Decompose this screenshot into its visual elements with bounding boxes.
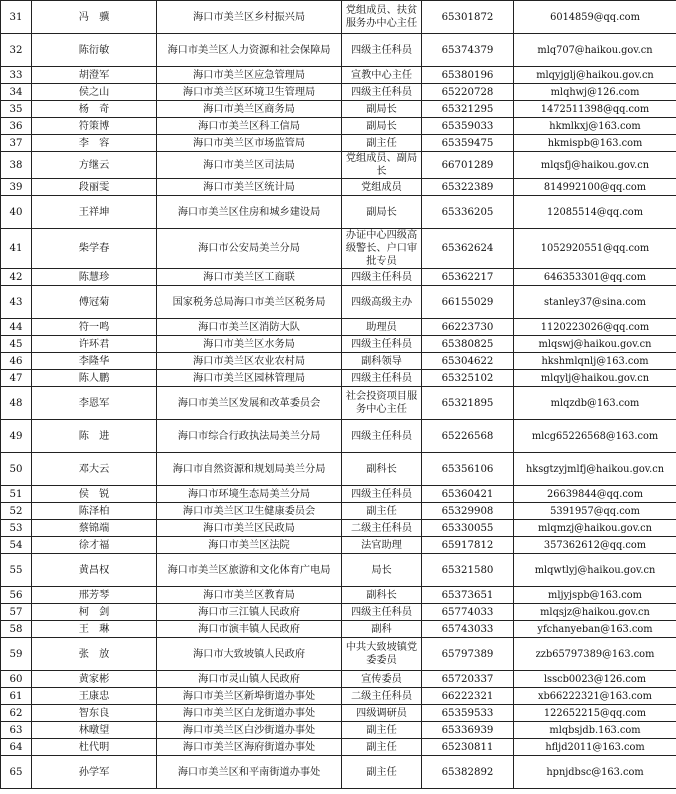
name-cell: 智东良 [32,705,157,722]
email-cell: 5391957@qq.com [514,503,676,520]
email-cell: 646353301@qq.com [514,269,676,286]
name-cell: 方继云 [32,152,157,179]
phone-cell: 65329908 [422,503,514,520]
job-title-cell: 副主任 [342,722,422,739]
table-row [1,84,676,101]
name-cell: 陈人鹏 [32,370,157,387]
phone-cell: 65321295 [422,101,514,118]
email-cell: mlq707@haikou.gov.cn [514,34,676,67]
job-title-cell: 宣传委员 [342,671,422,688]
job-title-cell: 副局长 [342,101,422,118]
table-row [1,756,676,789]
phone-cell: 65230811 [422,739,514,756]
phone-cell: 65356106 [422,453,514,486]
row-number-cell: 42 [1,269,32,286]
table-row [1,453,676,486]
table-row [1,179,676,196]
job-title-cell: 副科领导 [342,353,422,370]
job-title-cell: 二级主任科员 [342,688,422,705]
phone-cell: 65330055 [422,520,514,537]
name-cell: 黄昌权 [32,554,157,587]
unit-cell: 海口市美兰区水务局 [157,336,342,353]
job-title-cell: 党组成员、副局长 [342,152,422,179]
row-number-cell: 63 [1,722,32,739]
job-title-cell: 中共大致坡镇党委委员 [342,638,422,671]
job-title-cell: 社会投资项目服务中心主任 [342,387,422,420]
job-title-cell: 四级主任科员 [342,336,422,353]
name-cell: 黄家彬 [32,671,157,688]
unit-cell: 海口市美兰区人力资源和社会保障局 [157,34,342,67]
unit-cell: 海口市美兰区发展和改革委员会 [157,387,342,420]
row-number-cell: 64 [1,739,32,756]
email-cell: mlqsjz@haikou.gov.cn [514,604,676,621]
table-row [1,621,676,638]
table-row [1,537,676,554]
row-number-cell: 55 [1,554,32,587]
email-cell: yfchanyeban@163.com [514,621,676,638]
name-cell: 符一鸣 [32,319,157,336]
table-row [1,370,676,387]
phone-cell: 65382892 [422,756,514,789]
job-title-cell: 副主任 [342,503,422,520]
table-row [1,722,676,739]
table-row [1,101,676,118]
unit-cell: 海口市美兰区民政局 [157,520,342,537]
unit-cell: 海口市美兰区卫生健康委员会 [157,503,342,520]
name-cell: 张 放 [32,638,157,671]
phone-cell: 65359475 [422,135,514,152]
row-number-cell: 46 [1,353,32,370]
job-title-cell: 四级主任科员 [342,370,422,387]
row-number-cell: 37 [1,135,32,152]
email-cell: mlqhwj@126.com [514,84,676,101]
table-row [1,638,676,671]
unit-cell: 海口市美兰区统计局 [157,179,342,196]
job-title-cell: 二级主任科员 [342,520,422,537]
phone-cell: 65304622 [422,353,514,370]
unit-cell: 海口市美兰区住房和城乡建设局 [157,196,342,229]
phone-cell: 65220728 [422,84,514,101]
table-row [1,135,676,152]
unit-cell: 国家税务总局海口市美兰区税务局 [157,286,342,319]
table-row [1,269,676,286]
name-cell: 傅冠菊 [32,286,157,319]
unit-cell: 海口市美兰区环境卫生管理局 [157,84,342,101]
row-number-cell: 45 [1,336,32,353]
job-title-cell: 四级主任科员 [342,420,422,453]
table-row [1,503,676,520]
job-title-cell: 四级调研员 [342,705,422,722]
phone-cell: 65301872 [422,1,514,34]
phone-cell: 65362217 [422,269,514,286]
table-row [1,587,676,604]
job-title-cell: 四级主任科员 [342,604,422,621]
phone-cell: 65917812 [422,537,514,554]
email-cell: hkmlkxj@163.com [514,118,676,135]
row-number-cell: 40 [1,196,32,229]
job-title-cell: 四级主任科员 [342,84,422,101]
phone-cell: 65336205 [422,196,514,229]
name-cell: 陈 进 [32,420,157,453]
row-number-cell: 50 [1,453,32,486]
row-number-cell: 44 [1,319,32,336]
unit-cell: 海口市公安局美兰分局 [157,229,342,269]
name-cell: 柴学春 [32,229,157,269]
unit-cell: 海口市美兰区白龙街道办事处 [157,705,342,722]
phone-cell: 66701289 [422,152,514,179]
row-number-cell: 41 [1,229,32,269]
unit-cell: 海口市美兰区司法局 [157,152,342,179]
name-cell: 王祥坤 [32,196,157,229]
table-row [1,196,676,229]
name-cell: 蔡锦端 [32,520,157,537]
email-cell: xb66222321@163.com [514,688,676,705]
email-cell: mlqbsjdb.163.com [514,722,676,739]
name-cell: 陈衍敏 [32,34,157,67]
email-cell: 6014859@qq.com [514,1,676,34]
unit-cell: 海口市灵山镇人民政府 [157,671,342,688]
row-number-cell: 33 [1,67,32,84]
phone-cell: 65374379 [422,34,514,67]
row-number-cell: 57 [1,604,32,621]
name-cell: 杨 奇 [32,101,157,118]
name-cell: 胡澄军 [32,67,157,84]
email-cell: 1472511398@qq.com [514,101,676,118]
name-cell: 柯 剑 [32,604,157,621]
row-number-cell: 62 [1,705,32,722]
phone-cell: 65373651 [422,587,514,604]
table-row [1,520,676,537]
job-title-cell: 四级高级主办 [342,286,422,319]
name-cell: 陈慧珍 [32,269,157,286]
name-cell: 王 琳 [32,621,157,638]
table-row [1,705,676,722]
unit-cell: 海口市美兰区法院 [157,537,342,554]
row-number-cell: 43 [1,286,32,319]
job-title-cell: 副主任 [342,135,422,152]
phone-cell: 65321580 [422,554,514,587]
row-number-cell: 52 [1,503,32,520]
unit-cell: 海口市综合行政执法局美兰分局 [157,420,342,453]
job-title-cell: 副局长 [342,118,422,135]
name-cell: 孙学军 [32,756,157,789]
email-cell: 12085514@qq.com [514,196,676,229]
table-row [1,229,676,269]
name-cell: 符策博 [32,118,157,135]
job-title-cell: 副主任 [342,756,422,789]
phone-cell: 66222321 [422,688,514,705]
name-cell: 李隆华 [32,353,157,370]
row-number-cell: 60 [1,671,32,688]
email-cell: mlqylj@haikou.gov.cn [514,370,676,387]
row-number-cell: 61 [1,688,32,705]
name-cell: 王康忠 [32,688,157,705]
table-row [1,336,676,353]
name-cell: 林暾望 [32,722,157,739]
unit-cell: 海口市美兰区工商联 [157,269,342,286]
name-cell: 邢芳琴 [32,587,157,604]
row-number-cell: 49 [1,420,32,453]
name-cell: 冯 骥 [32,1,157,34]
email-cell: mlqzdb@163.com [514,387,676,420]
unit-cell: 海口市三江镇人民政府 [157,604,342,621]
job-title-cell: 四级主任科员 [342,486,422,503]
job-title-cell: 四级主任科员 [342,269,422,286]
row-number-cell: 54 [1,537,32,554]
unit-cell: 海口市美兰区乡村振兴局 [157,1,342,34]
job-title-cell: 副科 [342,621,422,638]
email-cell: hkmispb@163.com [514,135,676,152]
email-cell: 814992100@qq.com [514,179,676,196]
table-row [1,118,676,135]
job-title-cell: 党组成员 [342,179,422,196]
job-title-cell: 副局长 [342,196,422,229]
unit-cell: 海口市环境生态局美兰分局 [157,486,342,503]
table-row [1,387,676,420]
row-number-cell: 56 [1,587,32,604]
phone-cell: 65336939 [422,722,514,739]
table-row [1,739,676,756]
row-number-cell: 53 [1,520,32,537]
job-title-cell: 副主任 [342,739,422,756]
phone-cell: 65797389 [422,638,514,671]
name-cell: 侯 锐 [32,486,157,503]
email-cell: mljyjspb@163.com [514,587,676,604]
email-cell: 1052920551@qq.com [514,229,676,269]
email-cell: 26639844@qq.com [514,486,676,503]
unit-cell: 海口市美兰区商务局 [157,101,342,118]
row-number-cell: 32 [1,34,32,67]
phone-cell: 65774033 [422,604,514,621]
contact-table-body [1,1,676,789]
row-number-cell: 35 [1,101,32,118]
phone-cell: 65360421 [422,486,514,503]
row-number-cell: 39 [1,179,32,196]
table-row [1,671,676,688]
unit-cell: 海口市美兰区教育局 [157,587,342,604]
phone-cell: 65226568 [422,420,514,453]
email-cell: mlqsfj@haikou.gov.cn [514,152,676,179]
name-cell: 段丽雯 [32,179,157,196]
unit-cell: 海口市演丰镇人民政府 [157,621,342,638]
table-row [1,486,676,503]
unit-cell: 海口市美兰区园林管理局 [157,370,342,387]
email-cell: lsscb0023@126.com [514,671,676,688]
unit-cell: 海口市美兰区应急管理局 [157,67,342,84]
unit-cell: 海口市美兰区和平南街道办事处 [157,756,342,789]
table-row [1,34,676,67]
job-title-cell: 四级主任科员 [342,34,422,67]
name-cell: 陈泽柏 [32,503,157,520]
email-cell: stanley37@sina.com [514,286,676,319]
phone-cell: 65720337 [422,671,514,688]
email-cell: hpnjdbsc@163.com [514,756,676,789]
email-cell: hfljd2011@163.com [514,739,676,756]
name-cell: 徐才福 [32,537,157,554]
unit-cell: 海口市美兰区新埠街道办事处 [157,688,342,705]
job-title-cell: 法官助理 [342,537,422,554]
table-row [1,67,676,84]
table-row [1,688,676,705]
phone-cell: 65322389 [422,179,514,196]
email-cell: mlqyjglj@haikou.gov.cn [514,67,676,84]
table-row [1,353,676,370]
phone-cell: 65380825 [422,336,514,353]
phone-cell: 65325102 [422,370,514,387]
email-cell: mlcg65226568@163.com [514,420,676,453]
table-row [1,604,676,621]
phone-cell: 65743033 [422,621,514,638]
job-title-cell: 办证中心四级高级警长、户口审批专员 [342,229,422,269]
email-cell: hksgtzyjmlfj@haikou.gov.cn [514,453,676,486]
job-title-cell: 党组成员、扶贫服务办中心主任 [342,1,422,34]
row-number-cell: 59 [1,638,32,671]
email-cell: mlqwtlyj@haikou.gov.cn [514,554,676,587]
email-cell: 1120223026@qq.com [514,319,676,336]
name-cell: 李恩军 [32,387,157,420]
unit-cell: 海口市美兰区农业农村局 [157,353,342,370]
job-title-cell: 助理员 [342,319,422,336]
unit-cell: 海口市自然资源和规划局美兰分局 [157,453,342,486]
name-cell: 杜代明 [32,739,157,756]
row-number-cell: 36 [1,118,32,135]
unit-cell: 海口市大致坡镇人民政府 [157,638,342,671]
phone-cell: 65321895 [422,387,514,420]
table-row [1,286,676,319]
row-number-cell: 58 [1,621,32,638]
phone-cell: 66223730 [422,319,514,336]
email-cell: hkshmlqnlj@163.com [514,353,676,370]
unit-cell: 海口市美兰区白沙街道办事处 [157,722,342,739]
job-title-cell: 宣教中心主任 [342,67,422,84]
row-number-cell: 47 [1,370,32,387]
unit-cell: 海口市美兰区旅游和文化体育广电局 [157,554,342,587]
unit-cell: 海口市美兰区市场监管局 [157,135,342,152]
row-number-cell: 48 [1,387,32,420]
phone-cell: 65359533 [422,705,514,722]
unit-cell: 海口市美兰区消防大队 [157,319,342,336]
email-cell: mlqmzj@haikou.gov.cn [514,520,676,537]
unit-cell: 海口市美兰区海府街道办事处 [157,739,342,756]
email-cell: 122652215@qq.com [514,705,676,722]
row-number-cell: 38 [1,152,32,179]
name-cell: 邓大云 [32,453,157,486]
row-number-cell: 31 [1,1,32,34]
phone-cell: 66155029 [422,286,514,319]
email-cell: 357362612@qq.com [514,537,676,554]
email-cell: mlqswj@haikou.gov.cn [514,336,676,353]
name-cell: 许环君 [32,336,157,353]
phone-cell: 65362624 [422,229,514,269]
table-row [1,152,676,179]
table-row [1,1,676,34]
email-cell: zzb65797389@163.com [514,638,676,671]
table-row [1,319,676,336]
table-row [1,420,676,453]
name-cell: 侯之山 [32,84,157,101]
job-title-cell: 局长 [342,554,422,587]
phone-cell: 65359033 [422,118,514,135]
row-number-cell: 34 [1,84,32,101]
job-title-cell: 副科长 [342,587,422,604]
job-title-cell: 副科长 [342,453,422,486]
table-row [1,554,676,587]
row-number-cell: 51 [1,486,32,503]
phone-cell: 65380196 [422,67,514,84]
unit-cell: 海口市美兰区科工信局 [157,118,342,135]
name-cell: 李 容 [32,135,157,152]
row-number-cell: 65 [1,756,32,789]
